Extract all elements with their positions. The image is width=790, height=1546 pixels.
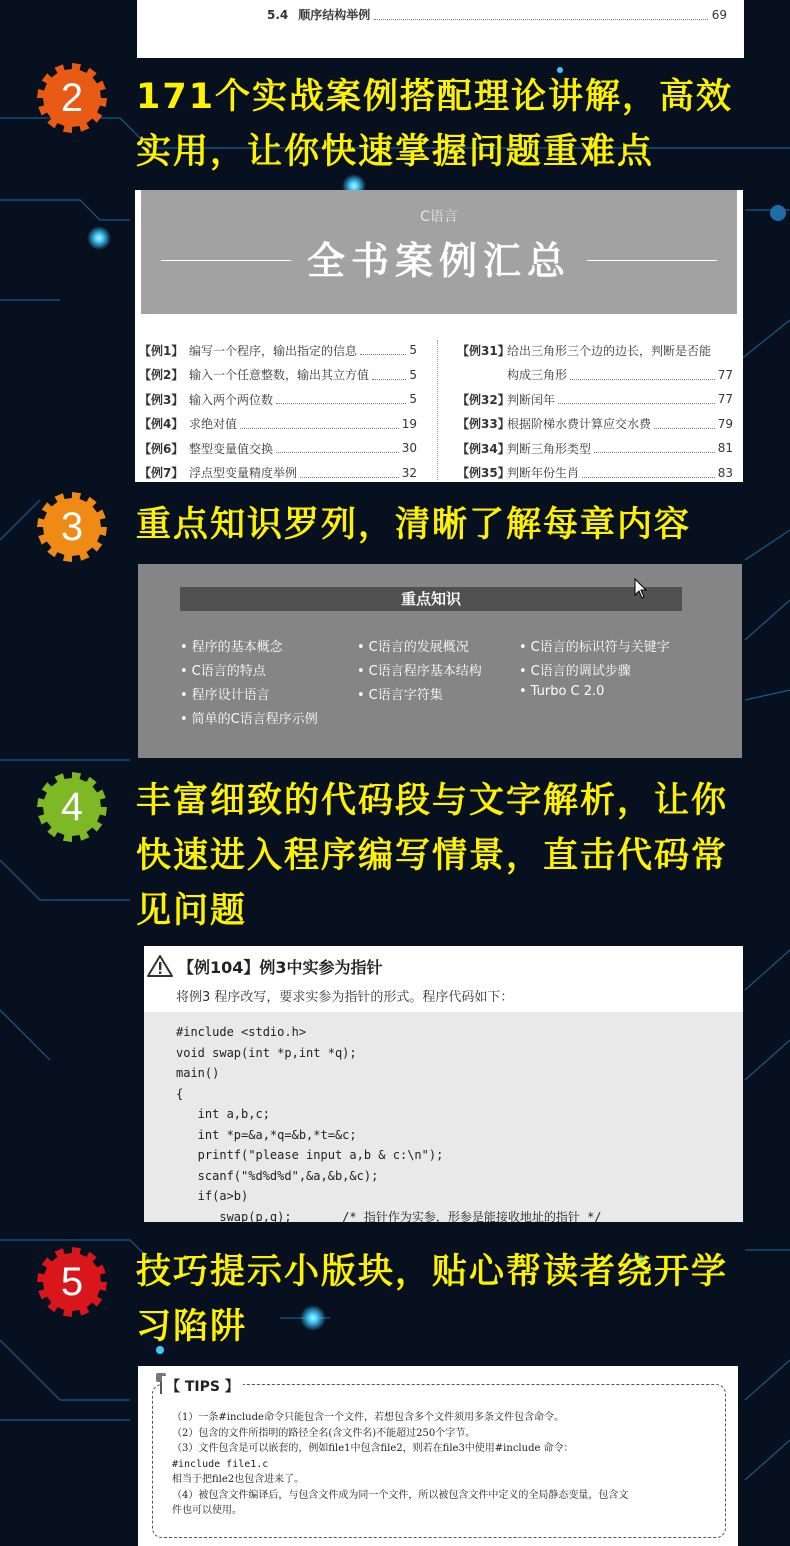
tips-line: （2）包含的文件所指明的路径全名(含文件名)不能超过250个字节。 — [172, 1427, 476, 1439]
case-tag: 【例4】 — [139, 417, 184, 432]
case-leader — [372, 370, 406, 380]
knowledge-item: • Turbo C 2.0 — [519, 684, 604, 699]
case-leader — [300, 468, 399, 478]
tips-line: （1）一条#include命令只能包含一个文件，若想包含多个文件须用多条文件包含命令。 — [172, 1412, 564, 1423]
knowledge-item: • 程序的基本概念 — [180, 636, 283, 655]
case-page: 32 — [401, 465, 417, 480]
case-leader — [276, 443, 399, 453]
tips-label: 【 TIPS 】 — [162, 1376, 243, 1396]
case-text: 输入一个任意整数，输出其立方值 — [189, 368, 370, 383]
knowledge-item: • C语言的标识符与关键字 — [519, 636, 670, 655]
heading-line: 实用，让你快速掌握问题重难点 — [136, 132, 655, 172]
section-number: 3 — [60, 504, 84, 549]
case-list-right — [457, 338, 733, 485]
case-list-left — [139, 338, 417, 485]
case-leader — [654, 419, 715, 429]
key-knowledge-title: 重点知识 — [180, 587, 682, 611]
case-text: 判断三角形类型 — [507, 441, 592, 456]
case-page: 19 — [401, 416, 417, 431]
code-example-description: 将例3 程序改写，要求实参为指针的形式。程序代码如下： — [176, 990, 514, 1005]
tips-line: #include file1.c — [172, 1458, 269, 1470]
case-summary-banner — [141, 190, 737, 314]
heading-line: 丰富细致的代码段与文字解析，让你 — [136, 781, 729, 821]
toc-card — [137, 0, 744, 58]
knowledge-item: • 简单的C语言程序示例 — [180, 708, 318, 727]
case-page: 77 — [717, 367, 733, 382]
case-row — [139, 338, 417, 363]
section-number: 2 — [60, 75, 84, 120]
case-text: 给出三角形三个边的边长，判断是否能 — [507, 343, 712, 358]
case-tag: 【例7】 — [139, 466, 184, 481]
toc-leader — [374, 9, 707, 20]
case-tag: 【例1】 — [139, 343, 184, 358]
warning-icon — [146, 954, 174, 978]
case-summary-subtitle: C语言 — [420, 209, 458, 225]
case-leader — [570, 370, 715, 380]
case-summary-title: 全书案例汇总 — [306, 239, 571, 283]
section-2-heading — [136, 70, 776, 180]
case-leader — [594, 443, 715, 453]
column-divider — [437, 340, 438, 480]
code-block — [144, 1012, 743, 1222]
gear-badge-3 — [36, 491, 108, 563]
tips-line: （4）被包含文件编译后，与包含文件成为同一个文件，所以被包含文件中定义的全局静态变量，包含文 — [172, 1489, 629, 1501]
case-text: 根据阶梯水费计算应交水费 — [507, 417, 652, 432]
toc-entry — [267, 6, 727, 23]
case-page: 79 — [717, 416, 733, 431]
heading-line: 171个实战案例搭配理论讲解，高效 — [136, 77, 734, 117]
knowledge-item: • C语言的发展概况 — [357, 636, 469, 655]
case-page: 77 — [717, 392, 733, 407]
case-leader — [240, 419, 399, 429]
case-leader — [558, 394, 715, 404]
case-tag: 【例31】 — [457, 343, 510, 358]
case-row — [457, 338, 733, 363]
case-summary-card — [135, 190, 743, 482]
gear-badge-5 — [36, 1246, 108, 1318]
code-example-header — [144, 946, 743, 1012]
case-leader — [582, 468, 715, 478]
case-row — [139, 412, 417, 437]
heading-line: 见问题 — [136, 891, 248, 931]
case-row — [457, 461, 733, 486]
banner-rule-right — [587, 260, 717, 261]
case-text: 浮点型变量精度举例 — [189, 466, 298, 481]
tips-card — [138, 1366, 738, 1546]
gear-badge-4 — [36, 771, 108, 843]
case-page: 5 — [409, 343, 417, 358]
toc-title: 顺序结构举例 — [298, 8, 371, 22]
heading-line: 习陷阱 — [136, 1307, 248, 1347]
case-row — [139, 461, 417, 486]
tips-line: 相当于把file2也包含进来了。 — [172, 1474, 305, 1485]
knowledge-item: • C语言的特点 — [180, 660, 266, 679]
knowledge-item: • 程序设计语言 — [180, 684, 270, 703]
case-tag: 【例2】 — [139, 368, 184, 383]
case-page: 81 — [717, 441, 733, 456]
case-page: 83 — [717, 465, 733, 480]
case-tag: 【例34】 — [457, 441, 510, 456]
case-tag: 【例35】 — [457, 466, 510, 481]
heading-line: 技巧提示小版块，贴心帮读者绕开学 — [136, 1252, 729, 1292]
case-text: 判断年份生肖 — [507, 466, 580, 481]
case-row — [457, 412, 733, 437]
tips-line: （3）文件包含是可以嵌套的，例如file1中包含file2，则若在file3中使用#include 命令： — [172, 1443, 574, 1454]
heading-line: 快速进入程序编写情景，直击代码常 — [136, 836, 729, 876]
section-number: 4 — [60, 784, 84, 829]
case-row — [457, 363, 733, 388]
case-row — [139, 436, 417, 461]
tips-line: 件也可以使用。 — [172, 1505, 242, 1516]
key-knowledge-card — [138, 564, 742, 758]
heading-line: 重点知识罗列，清晰了解每章内容 — [136, 505, 692, 545]
case-row — [139, 387, 417, 412]
knowledge-item: • C语言字符集 — [357, 684, 443, 703]
knowledge-item: • C语言的调试步骤 — [519, 660, 631, 679]
gear-badge-2 — [36, 62, 108, 134]
code-text: #include <stdio.h> void swap(int *p,int *q); main() { int a,b,c; int *p=&a,*q=&b,*t=&c; printf("please input a,b & c:\n"); scanf("%d%d%d",&a,&b,&c); if(a>b) swap(p,q); /* 指针作为实参，形参是能接收地址的指针 */ — [176, 1025, 602, 1224]
case-leader — [276, 394, 406, 404]
case-tag: 【例32】 — [457, 392, 510, 407]
toc-number: 5.4 — [267, 7, 289, 22]
case-text: 构成三角形 — [507, 368, 568, 383]
case-page: 30 — [401, 441, 417, 456]
case-row — [457, 436, 733, 461]
case-text: 输入两个两位数 — [189, 392, 274, 407]
case-text: 求绝对值 — [189, 417, 238, 432]
case-tag: 【例33】 — [457, 417, 510, 432]
case-text: 整型变量值交换 — [189, 441, 274, 456]
case-text: 编写一个程序，输出指定的信息 — [189, 343, 358, 358]
section-number: 5 — [60, 1259, 84, 1304]
case-tag: 【例6】 — [139, 441, 184, 456]
code-example-title: 【例104】例3中实参为指针 — [178, 958, 383, 977]
knowledge-item: • C语言程序基本结构 — [357, 660, 482, 679]
section-4-heading — [136, 774, 776, 939]
case-page: 5 — [409, 392, 417, 407]
case-tag: 【例3】 — [139, 392, 184, 407]
toc-page: 69 — [711, 7, 727, 22]
tips-text — [172, 1410, 628, 1519]
mouse-cursor-icon — [634, 578, 648, 600]
code-example-card — [144, 946, 743, 1222]
case-leader — [360, 345, 406, 355]
case-text: 判断闰年 — [507, 392, 556, 407]
case-page: 5 — [409, 367, 417, 382]
section-3-heading — [136, 498, 776, 553]
case-row — [139, 363, 417, 388]
case-row — [457, 387, 733, 412]
section-5-heading — [136, 1245, 776, 1355]
